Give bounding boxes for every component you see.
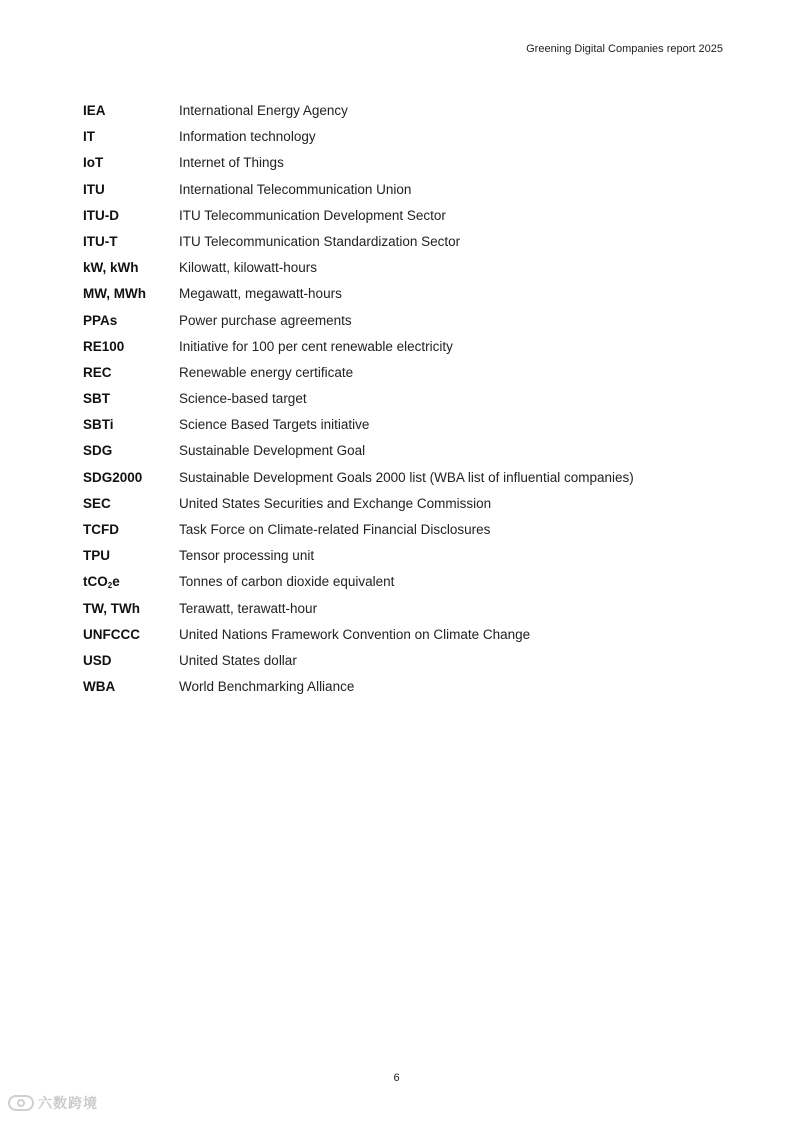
glossary-term: SEC [83, 495, 111, 511]
glossary-term: TW, TWh [83, 600, 140, 616]
glossary-definition: Renewable energy certificate [179, 364, 354, 380]
glossary-row [83, 625, 723, 651]
glossary-definition: ITU Telecommunication Standardization Sector [179, 233, 461, 249]
glossary-definition: Science-based target [179, 391, 307, 407]
glossary-definition: Power purchase agreements [179, 312, 352, 328]
glossary-term: MW, MWh [83, 286, 146, 302]
glossary-definition: Sustainable Development Goals 2000 list (WBA list of influential companies) [179, 469, 634, 485]
glossary-definition: Task Force on Climate-related Financial Disclosures [179, 522, 491, 537]
glossary-row [83, 415, 723, 441]
glossary-row [83, 153, 723, 179]
glossary-term: ITU-T [83, 233, 118, 249]
glossary-row [83, 651, 723, 677]
glossary-row [83, 572, 723, 598]
glossary-row [83, 520, 723, 546]
glossary-term-suffix: e [112, 574, 120, 590]
glossary-term: SDG [83, 443, 113, 459]
glossary-term: REC [83, 364, 112, 380]
glossary-term: kW, kWh [83, 260, 139, 276]
running-header: Greening Digital Companies report 2025 [526, 43, 723, 55]
glossary-row [83, 389, 723, 415]
glossary-row [83, 546, 723, 572]
glossary-definition: Tonnes of carbon dioxide equivalent [179, 574, 395, 590]
glossary-term: TCFD [83, 522, 119, 537]
glossary-row [83, 127, 723, 153]
glossary-definition: Science Based Targets initiative [179, 417, 370, 433]
glossary-definition: ITU Telecommunication Development Sector [179, 207, 446, 223]
glossary-term: RE100 [83, 338, 125, 354]
glossary-term: UNFCCC [83, 626, 140, 642]
glossary-term: ITU-D [83, 207, 119, 223]
glossary-definition: United States Securities and Exchange Commission [179, 495, 492, 511]
glossary-row [83, 441, 723, 467]
glossary-row [83, 494, 723, 520]
glossary-definition: Initiative for 100 per cent renewable electricity [179, 338, 453, 354]
glossary-row [83, 337, 723, 363]
glossary-term-subscript: 2 [107, 581, 113, 591]
glossary-definition: United States dollar [179, 652, 297, 668]
glossary-row [83, 232, 723, 258]
page-number: 6 [393, 1072, 400, 1084]
glossary-definition: United Nations Framework Convention on Climate Change [179, 626, 531, 642]
glossary-row [83, 101, 723, 127]
glossary-definition: Internet of Things [179, 155, 284, 171]
glossary-definition: Kilowatt, kilowatt-hours [179, 260, 318, 276]
glossary-term: ITU [83, 181, 105, 197]
glossary-row [83, 311, 723, 337]
glossary-term: TPU [83, 548, 110, 564]
watermark-text: 六数跨境 [38, 1095, 98, 1111]
glossary-term: USD [83, 652, 112, 668]
glossary-definition: International Telecommunication Union [179, 181, 412, 197]
glossary-definition: Megawatt, megawatt-hours [179, 286, 342, 302]
glossary-row [83, 468, 723, 494]
glossary-term: IoT [83, 155, 104, 171]
abbreviations-list [83, 101, 723, 703]
glossary-row [83, 206, 723, 232]
glossary-definition: World Benchmarking Alliance [179, 679, 355, 695]
glossary-definition: Tensor processing unit [179, 548, 315, 564]
glossary-term: SBT [83, 391, 110, 407]
glossary-term: SBTi [83, 417, 114, 433]
glossary-definition: Sustainable Development Goal [179, 443, 366, 459]
glossary-term: WBA [83, 679, 116, 695]
watermark-logo-icon [8, 1095, 34, 1111]
glossary-row [83, 258, 723, 284]
glossary-term: IT [83, 129, 95, 145]
glossary-term: SDG2000 [83, 469, 143, 485]
glossary-term: PPAs [83, 312, 118, 328]
glossary-definition: Terawatt, terawatt-hour [179, 600, 318, 616]
glossary-definition: International Energy Agency [179, 103, 348, 118]
glossary-row [83, 363, 723, 389]
glossary-term-base: tCO [83, 574, 108, 590]
glossary-definition: Information technology [179, 129, 316, 145]
glossary-row [83, 180, 723, 206]
watermark [8, 1093, 98, 1113]
glossary-term: IEA [83, 103, 106, 118]
glossary-row [83, 677, 723, 703]
glossary-row [83, 284, 723, 310]
glossary-term [83, 572, 179, 592]
glossary-row [83, 599, 723, 625]
